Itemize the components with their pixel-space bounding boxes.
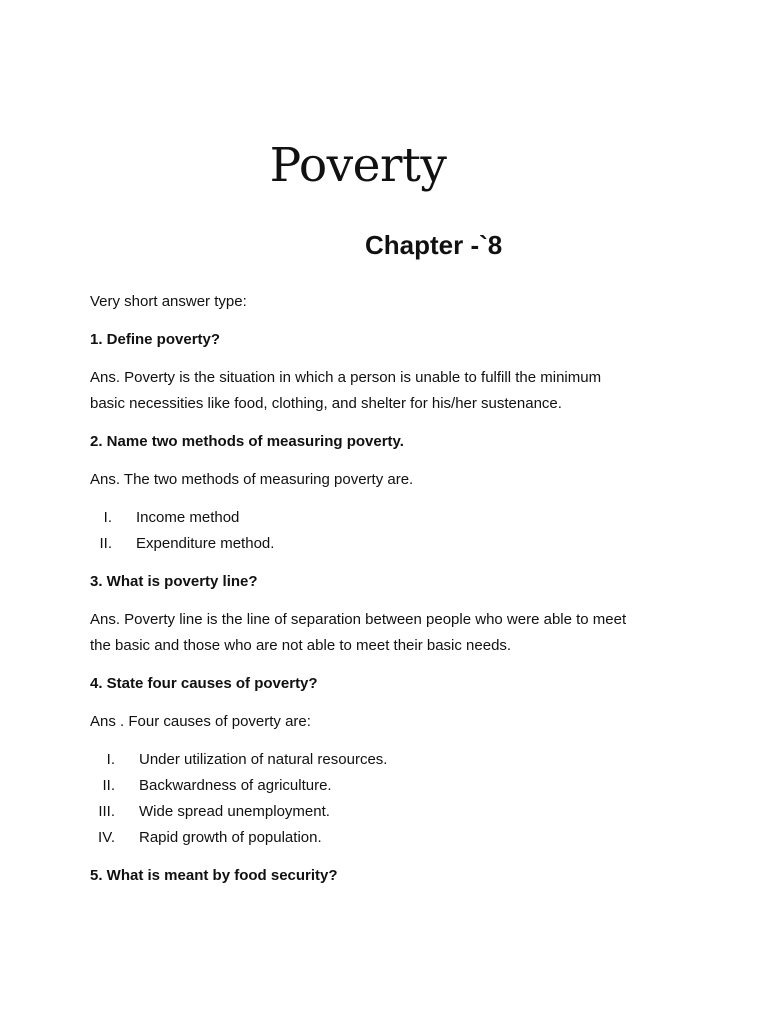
chapter-heading: Chapter -`8 <box>365 230 503 260</box>
list-item <box>90 747 690 773</box>
answer-4-list <box>90 747 690 851</box>
question-2: 2. Name two methods of measuring poverty. <box>90 433 404 450</box>
question-4: 4. State four causes of poverty? <box>90 675 318 692</box>
question-5: 5. What is meant by food security? <box>90 867 338 884</box>
list-item <box>90 799 690 825</box>
list-item-text: Wide spread unemployment. <box>139 803 330 820</box>
list-item <box>90 505 690 531</box>
list-item-number: I. <box>106 751 115 768</box>
document-body <box>90 289 690 889</box>
answer-1-line-1: Ans. Poverty is the situation in which a person is unable to fulfill the minimum <box>90 369 602 386</box>
answer-2: Ans. The two methods of measuring poverty are. <box>90 471 414 488</box>
list-item-number: I. <box>103 509 112 526</box>
list-item-text: Under utilization of natural resources. <box>139 751 388 768</box>
list-item-number: II. <box>102 777 115 794</box>
list-item-number: II. <box>99 535 112 552</box>
list-item <box>90 531 690 557</box>
list-item-text: Rapid growth of population. <box>139 829 322 846</box>
list-item <box>90 773 690 799</box>
list-item-text: Expenditure method. <box>136 535 275 552</box>
question-1: 1. Define poverty? <box>90 331 221 348</box>
answer-3-line-2: the basic and those who are not able to meet their basic needs. <box>90 637 512 654</box>
answer-4: Ans . Four causes of poverty are: <box>90 713 311 730</box>
list-item-text: Income method <box>136 509 240 526</box>
list-item-text: Backwardness of agriculture. <box>139 777 332 794</box>
section-heading: Very short answer type: <box>90 293 247 310</box>
list-item-number: III. <box>98 803 115 820</box>
answer-2-list <box>90 505 690 557</box>
list-item-number: IV. <box>98 829 115 846</box>
answer-1-line-2: basic necessities like food, clothing, and shelter for his/her sustenance. <box>90 395 562 412</box>
document-title: Poverty <box>269 138 447 193</box>
answer-3-line-1: Ans. Poverty line is the line of separation between people who were able to meet <box>90 611 627 628</box>
list-item <box>90 825 690 851</box>
question-3: 3. What is poverty line? <box>90 573 258 590</box>
